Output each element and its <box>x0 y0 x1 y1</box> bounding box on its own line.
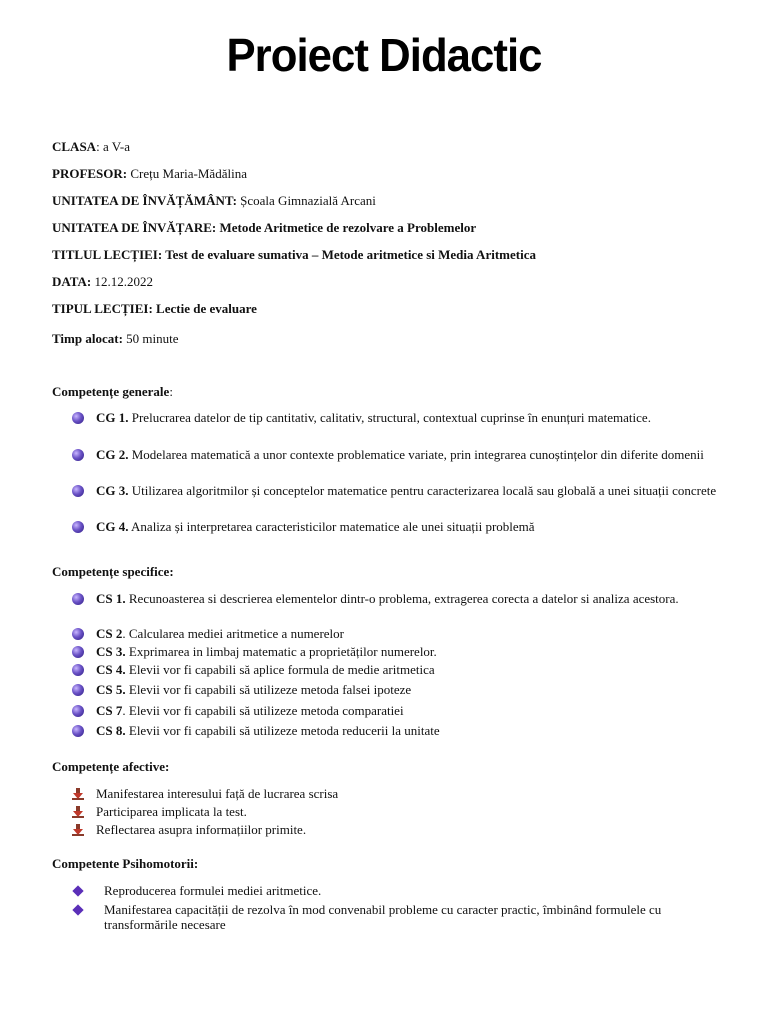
field-label: DATA: <box>52 274 92 289</box>
field-value: Crețu Maria-Mădălina <box>127 166 247 181</box>
document-title: Proiect Didactic <box>226 29 542 81</box>
list-item-psihomotor-1: Reproducerea formulei mediei aritmetice. <box>72 883 728 898</box>
field-value: Metode Aritmetice de rezolvare a Problemelor <box>216 220 477 235</box>
list-item-cs3: CS 3. Exprimarea in limbaj matematic a proprietăților numerelor. <box>72 644 728 659</box>
field-label: PROFESOR: <box>52 166 128 181</box>
list-item-cs4: CS 4. Elevii vor fi capabili să aplice formula de medie aritmetica <box>72 662 728 677</box>
bullet-ball-icon <box>72 485 84 497</box>
field-value: Lectie de evaluare <box>152 301 257 316</box>
bullet-ball-icon <box>72 725 84 737</box>
heading-competente-generale: Competențe generale: <box>52 384 173 399</box>
list-item-cg4: CG 4. Analiza și interpretarea caracteristicilor matematice ale unei situații problemă <box>72 519 728 534</box>
arrow-down-bullet-icon <box>72 788 84 800</box>
bullet-ball-icon <box>72 646 84 658</box>
list-item-cs5: CS 5. Elevii vor fi capabili să utilizeze metoda falsei ipoteze <box>72 682 728 697</box>
bullet-ball-icon <box>72 521 84 533</box>
list-item-cg2: CG 2. Modelarea matematică a unor contexte problematice variate, prin integrarea cunoștințelor din diferite domenii <box>72 447 728 462</box>
field-label: TITLUL LECȚIEI: <box>52 247 163 262</box>
list-item-afectiv-1: Manifestarea interesului față de lucrarea scrisa <box>72 786 728 801</box>
field-label: CLASA <box>52 139 97 154</box>
bullet-ball-icon <box>72 412 84 424</box>
list-item-cs2: CS 2. Calcularea mediei aritmetice a numerelor <box>72 626 728 641</box>
list-item-cg1: CG 1. Prelucrarea datelor de tip cantitativ, calitativ, structural, contextual cuprinse în enunțuri matematice. <box>72 410 728 425</box>
field-value: : a V-a <box>96 139 131 154</box>
field-value: Școala Gimnazială Arcani <box>236 193 376 208</box>
list-item-cs1: CS 1. Recunoasterea si descrierea elementelor dintr-o problema, extragerea corecta a datelor si analiza acestora. <box>72 591 728 606</box>
field-timp-alocat <box>52 331 179 347</box>
bullet-ball-icon <box>72 628 84 640</box>
field-value: Test de evaluare sumativa – Metode aritmetice si Media Aritmetica <box>162 247 536 262</box>
field-tipul-lectiei <box>52 301 257 317</box>
heading-competente-psihomotorii: Competente Psihomotorii: <box>52 856 199 871</box>
heading-competente-specifice: Competențe specifice: <box>52 564 174 579</box>
field-label: TIPUL LECȚIEI: <box>52 301 153 316</box>
field-label: UNITATEA DE ÎNVĂȚARE: <box>52 220 217 235</box>
heading-competente-afective: Competențe afective: <box>52 759 170 774</box>
field-label: Timp alocat: <box>52 331 123 346</box>
field-unitatea-invatamant <box>52 193 376 209</box>
field-clasa <box>52 139 130 155</box>
bullet-ball-icon <box>72 449 84 461</box>
field-value: 12.12.2022 <box>91 274 153 289</box>
list-item-afectiv-3: Reflectarea asupra informațiilor primite. <box>72 822 728 837</box>
list-item-cg3: CG 3. Utilizarea algoritmilor și conceptelor matematice pentru caracterizarea locală sau globală a unei situații concrete <box>72 483 728 498</box>
field-value: 50 minute <box>122 331 179 346</box>
list-item-afectiv-2: Participarea implicata la test. <box>72 804 728 819</box>
bullet-ball-icon <box>72 705 84 717</box>
list-item-psihomotor-2: Manifestarea capacității de rezolva în mod convenabil probleme cu caracter practic, îmbinând formulele cu transformările necesare <box>72 902 728 932</box>
field-titlul-lectiei <box>52 247 536 263</box>
bullet-ball-icon <box>72 684 84 696</box>
arrow-down-bullet-icon <box>72 824 84 836</box>
diamond-bullet-icon <box>72 885 83 896</box>
bullet-ball-icon <box>72 593 84 605</box>
arrow-down-bullet-icon <box>72 806 84 818</box>
list-item-cs7: CS 7. Elevii vor fi capabili să utilizeze metoda comparatiei <box>72 703 728 718</box>
bullet-ball-icon <box>72 664 84 676</box>
field-unitatea-invatare <box>52 220 476 236</box>
field-label: UNITATEA DE ÎNVĂȚĂMÂNT: <box>52 193 237 208</box>
field-data <box>52 274 153 290</box>
list-item-cs8: CS 8. Elevii vor fi capabili să utilizeze metoda reducerii la unitate <box>72 723 728 738</box>
diamond-bullet-icon <box>72 904 83 915</box>
field-profesor <box>52 166 247 182</box>
